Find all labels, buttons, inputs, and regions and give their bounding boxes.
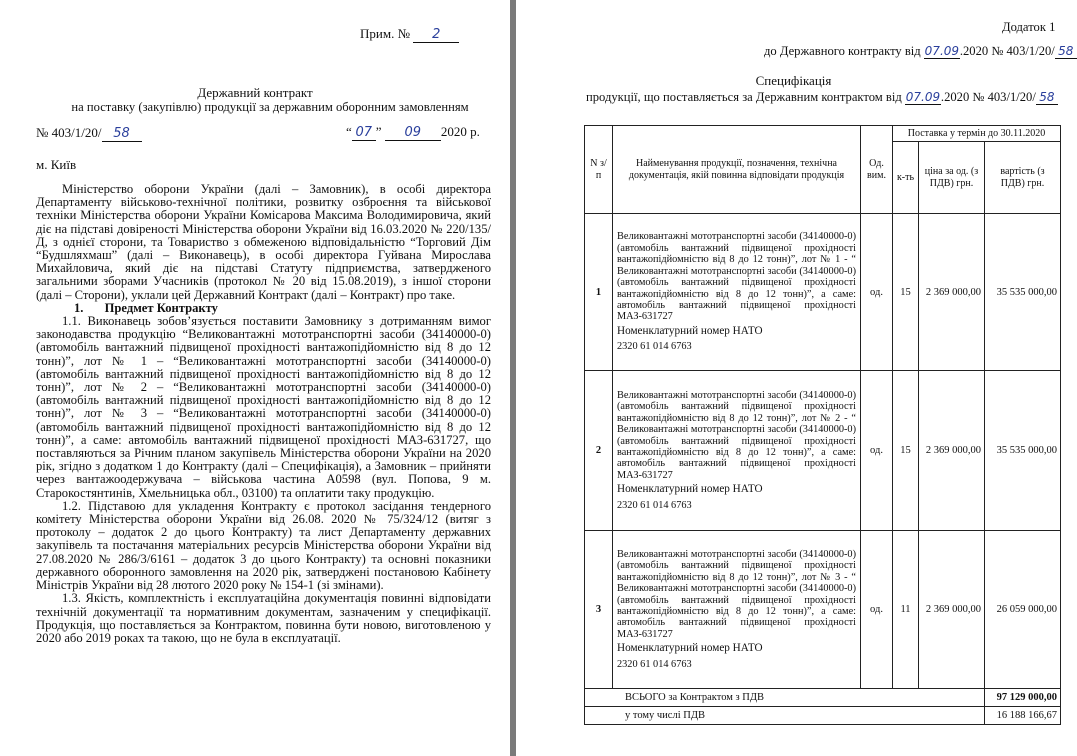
prim-label: Прим. № [360, 26, 410, 41]
header-unit-price: ціна за од. (з ПДВ) грн. [919, 142, 985, 214]
row-number: 3 [585, 531, 613, 689]
clause-1-2: 1.2. Підставою для укладення Контракту є протокол засідання тендерного комітету Міністерства оборони України від 26.08. 2020 № 75/324/12 (витяг з протоколу – додаток 2 до цього Контракту) та лист Департаменту державних закупівель та постачання матеріальних ресурсів Міністерства оборони України від 27.08.2020 № 286/3/6161 – додаток 3 до цього Контракту) та основні показники державного оборонного замовлення на 2020 рік, затверджені постановою Кабінету Міністрів України від 28 лютого 2020 року № 154-1 (зі змінами). [36, 498, 491, 593]
spec-date-handwritten: 07.09 [905, 90, 941, 104]
spec-number-handwritten: 58 [1036, 90, 1058, 105]
row-description [613, 531, 861, 689]
contract-date [346, 124, 480, 141]
date-year: 2020 р. [440, 124, 480, 139]
vat-row [585, 707, 1061, 725]
date-open-quote: “ [346, 124, 352, 139]
date-day: 07 [352, 125, 376, 141]
annex-reference-prefix: до Державного контракту від [764, 44, 921, 58]
row-total: 35 535 000,00 [985, 214, 1061, 371]
annex-date-handwritten: 07.09 [924, 44, 960, 58]
annex-number-handwritten: 58 [1055, 44, 1077, 59]
row-unit: од. [861, 214, 893, 371]
table-row [585, 531, 1061, 689]
contract-number-prefix: № 403/1/20/ [36, 125, 102, 140]
contract-number [36, 125, 142, 142]
contract-page [0, 0, 510, 756]
header-product-name: Найменування продукції, позначення, технічна документація, якій повинна відповідати продукція [613, 126, 861, 214]
nato-label: Номенклатурний номер НАТО [617, 642, 763, 655]
total-row [585, 689, 1061, 707]
row-total: 26 059 000,00 [985, 531, 1061, 689]
row-unit-price: 2 369 000,00 [919, 371, 985, 531]
spec-subtitle-mid: .2020 № 403/1/20/ [940, 90, 1036, 104]
annex-label: Додаток 1 [1002, 20, 1056, 34]
header-quantity: к-ть [893, 142, 919, 214]
nato-code: 2320 61 014 6763 [617, 341, 692, 353]
row-unit: од. [861, 531, 893, 689]
city: м. Київ [36, 157, 77, 172]
row-number: 2 [585, 371, 613, 531]
total-label: ВСЬОГО за Контрактом з ПДВ [585, 689, 985, 707]
table-header-row [585, 126, 1061, 142]
nato-code: 2320 61 014 6763 [617, 499, 692, 511]
row-number: 1 [585, 214, 613, 371]
annex-reference [764, 44, 1077, 59]
clause-1-1: 1.1. Виконавець зобов’язується поставити Замовнику з дотриманням вимог законодавства продукцію “Великовантажні мототранспортні засоби (34140000-0) (автомобіль вантажний підвищеної прохідності вантажопідйомністю від 8 до 12 тонн)”, лот № 1 – “Великовантажні мототранспортні засоби (34140000-0) (автомобіль вантажний підвищеної прохідності вантажопідйомністю від 8 до 12 тонн)”, лот № 2 – “Великовантажні мототранспортні засоби (34140000-0) (автомобіль вантажний підвищеної прохідності вантажопідйомністю від 8 до 12 тонн)”, лот № 3 – “Великовантажні мототранспортні засоби (34140000-0) (автомобіль вантажний підвищеної прохідності вантажопідйомністю від 8 до 12 тонн)”, а саме: автомобіль вантажний підвищеної прохідності МАЗ-631727, що поставляються за Річним планом закупівель Міністерства оборони України на 2020 рік, згідно з додатком 1 до Контракту (далі – Специфікація), а Замовник – прийняти через вантажоодержувача – військова частина А0598 (вул. Попова, 9 м. Старокостянтинів, Хмельницька обл., 03100) та оплатити таку продукцію. [36, 314, 491, 500]
header-unit: Од. вим. [861, 126, 893, 214]
row-quantity: 15 [893, 371, 919, 531]
preamble-paragraph: Міністерство оборони України (далі – Замовник), в особі директора Департаменту військово-технічної політики, розвитку озброєння та військової техніки Міністерства оборони України Комісарова Максима Володимировича, який діє на підставі довіреності Міністерства оборони України від 16.03.2020 № 220/135/Д, з однієї сторони, та Товариство з обмеженою відповідальністю “Торговий Дім “Будшляхмаш” (далі – Виконавець), в особі директора Гуйвана Мирослава Михайловича, який діє на підставі Статуту підприємства, затвердженого загальними зборами Учасників (протокол № 20 від 15.08.2019), з іншої сторони (далі – Сторони), уклали цей Державний Контракт (далі – Контракт) про таке. [36, 182, 491, 302]
header-number: N з/п [585, 126, 613, 214]
contract-body [36, 183, 491, 645]
attachment-number-line [360, 26, 459, 43]
vat-label: у тому числі ПДВ [585, 707, 985, 725]
row-unit-price: 2 369 000,00 [919, 214, 985, 371]
contract-subtitle: на поставку (закупівлю) продукції за державним оборонним замовленням [71, 100, 469, 114]
nato-label: Номенклатурний номер НАТО [617, 324, 763, 337]
row-description [613, 371, 861, 531]
product-description: Великовантажні мототранспортні засоби (34140000-0) (автомобіль вантажний підвищеної прохідності вантажопідйомністю від 8 до 12 тонн)”, лот № 3 - “ Великовантажні мототранспортні засоби (34140000-0) (автомобіль вантажний підвищеної прохідності вантажопідйомністю від 8 до 12 тонн)”, а саме: автомобіль вантажний підвищеної прохідності МАЗ-631727 [617, 548, 856, 640]
nato-code: 2320 61 014 6763 [617, 658, 692, 670]
row-total: 35 535 000,00 [985, 371, 1061, 531]
row-unit: од. [861, 371, 893, 531]
row-unit-price: 2 369 000,00 [919, 531, 985, 689]
spec-subtitle-prefix: продукції, що поставляється за Державним контрактом від [586, 90, 902, 104]
total-value: 97 129 000,00 [985, 689, 1061, 707]
annex-reference-mid: .2020 № 403/1/20/ [959, 44, 1055, 58]
table-row [585, 214, 1061, 371]
header-supply-term: Поставка у термін до 30.11.2020 [893, 126, 1061, 142]
specification-page [516, 0, 1074, 756]
table-row [585, 371, 1061, 531]
row-quantity: 15 [893, 214, 919, 371]
nato-label: Номенклатурний номер НАТО [617, 483, 763, 496]
clause-1-3: 1.3. Якість, комплектність і експлуатаційна документація повинні відповідати технічній документації та нормативним документам, зазначеним у специфікації. Продукція, що поставляється за Контрактом, повинна бути новою, виготовленою у 2020 або 2019 роках та такою, що не була в експлуатації. [36, 591, 491, 645]
product-description: Великовантажні мототранспортні засоби (34140000-0) (автомобіль вантажний підвищеної прохідності вантажопідйомністю від 8 до 12 тонн)”, лот № 2 - “ Великовантажні мототранспортні засоби (34140000-0) (автомобіль вантажний підвищеної прохідності вантажопідйомністю від 8 до 12 тонн)”, а саме: автомобіль вантажний підвищеної прохідності МАЗ-631727 [617, 389, 856, 481]
section-1-number: 1. [74, 300, 84, 315]
date-close-quote: ” [375, 124, 382, 139]
row-description [613, 214, 861, 371]
header-total-cost: вартість (з ПДВ) грн. [985, 142, 1061, 214]
contract-number-suffix: 58 [102, 126, 142, 142]
contract-title: Державний контракт [197, 85, 313, 100]
specification-table [584, 125, 1061, 725]
section-1-title: Предмет Контракту [104, 300, 218, 315]
specification-title: Специфікація [755, 73, 832, 88]
product-description: Великовантажні мототранспортні засоби (34140000-0) (автомобіль вантажний підвищеної прохідності вантажопідйомністю від 8 до 12 тонн)”, лот № 1 - “ Великовантажні мототранспортні засоби (34140000-0) (автомобіль вантажний підвищеної прохідності вантажопідйомністю від 8 до 12 тонн)”, а саме: автомобіль вантажний підвищеної прохідності МАЗ-631727 [617, 231, 856, 323]
vat-value: 16 188 166,67 [985, 707, 1061, 725]
row-quantity: 11 [893, 531, 919, 689]
specification-subtitle [586, 90, 1058, 105]
prim-number: 2 [413, 27, 459, 43]
date-month: 09 [385, 125, 441, 141]
